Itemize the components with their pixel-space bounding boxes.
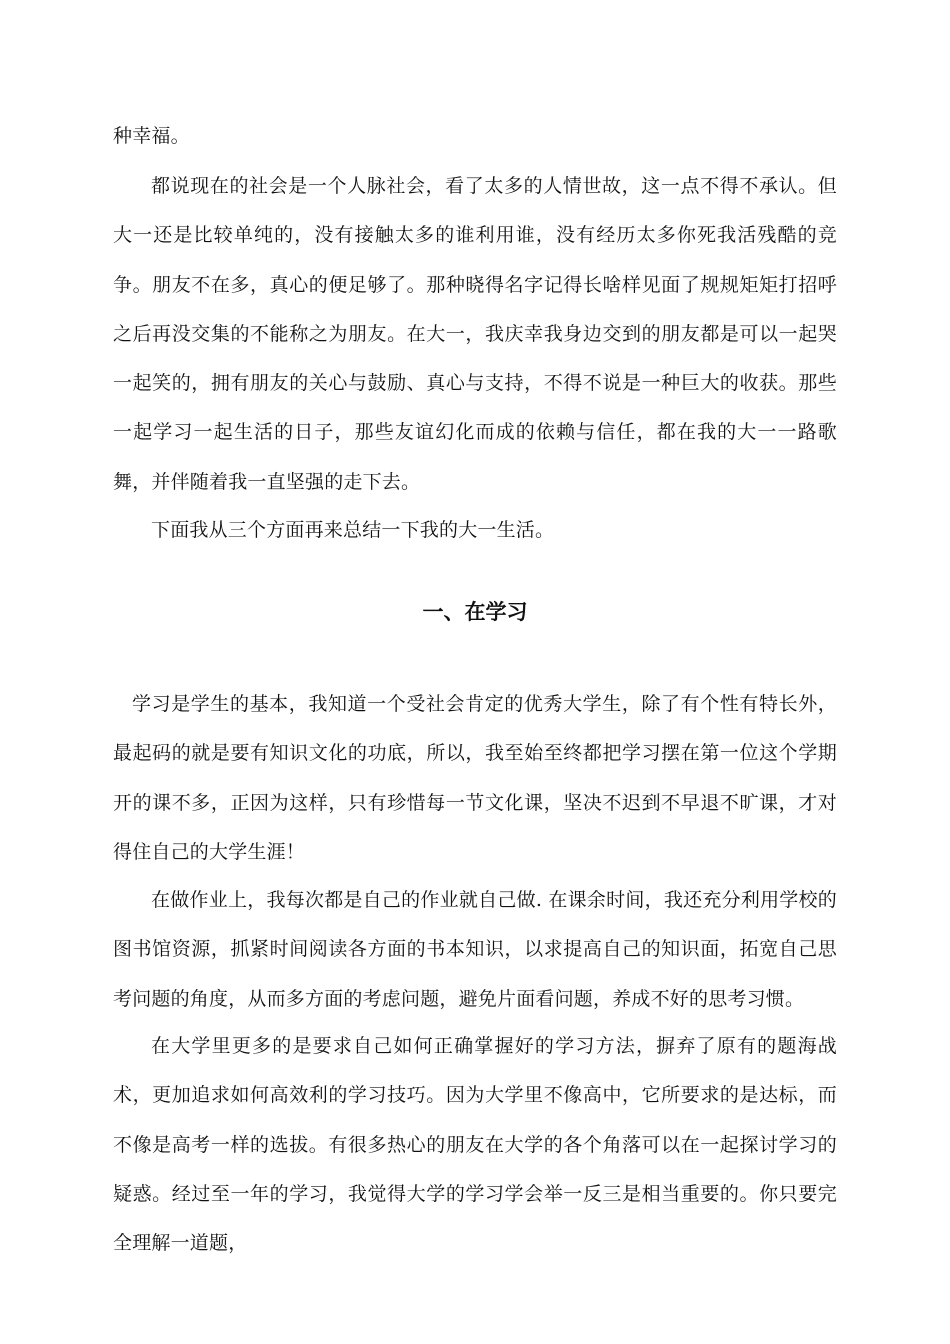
paragraph-continuation: 种幸福。 <box>113 125 190 147</box>
paragraph-study-basics: 学习是学生的基本，我知道一个受社会肯定的优秀大学生，除了有个性有特长外，最起码的就是要有知识文化的功底，所以，我至始至终都把学习摆在第一位这个学期开的课不多，正因为这样，只有珍惜每一节文化课，坚决不迟到不早退不旷课，才对得住自己的大学生涯！ <box>113 693 837 863</box>
paragraph-summary-intro: 下面我从三个方面再来总结一下我的大一生活。 <box>151 519 555 541</box>
paragraph-study-methods: 在大学里更多的是要求自己如何正确掌握好的学习方法，摒弃了原有的题海战术，更加追求如何高效利的学习技巧。因为大学里不像高中，它所要求的是达标，而不像是高考一样的选拔。有很多热心的朋友在大学的各个角落可以在一起探讨学习的疑惑。经过至一年的学习，我觉得大学的学习学会举一反三是相当重要的。你只要完全理解一道题， <box>113 1035 837 1255</box>
paragraph-friends: 都说现在的社会是一个人脉社会，看了太多的人情世故，这一点不得不承认。但大一还是比较单纯的，没有接触太多的谁利用谁，没有经历太多你死我活残酷的竞争。朋友不在多，真心的便足够了。那种晓得名字记得长啥样见面了规规矩矩打招呼之后再没交集的不能称之为朋友。在大一，我庆幸我身边交到的朋友都是可以一起哭一起笑的，拥有朋友的关心与鼓励、真心与支持，不得不说是一种巨大的收获。那些一起学习一起生活的日子，那些友谊幻化而成的依赖与信任，都在我的大一一路歌舞，并伴随着我一直坚强的走下去。 <box>113 175 837 493</box>
section-heading-study: 一、在学习 <box>422 600 528 624</box>
paragraph-homework: 在做作业上，我每次都是自己的作业就自己做. 在课余时间，我还充分利用学校的图书馆资源，抓紧时间阅读各方面的书本知识，以求提高自己的知识面，拓宽自己思考问题的角度，从而多方面的考虑问题，避免片面看问题，养成不好的思考习惯。 <box>113 889 837 1010</box>
